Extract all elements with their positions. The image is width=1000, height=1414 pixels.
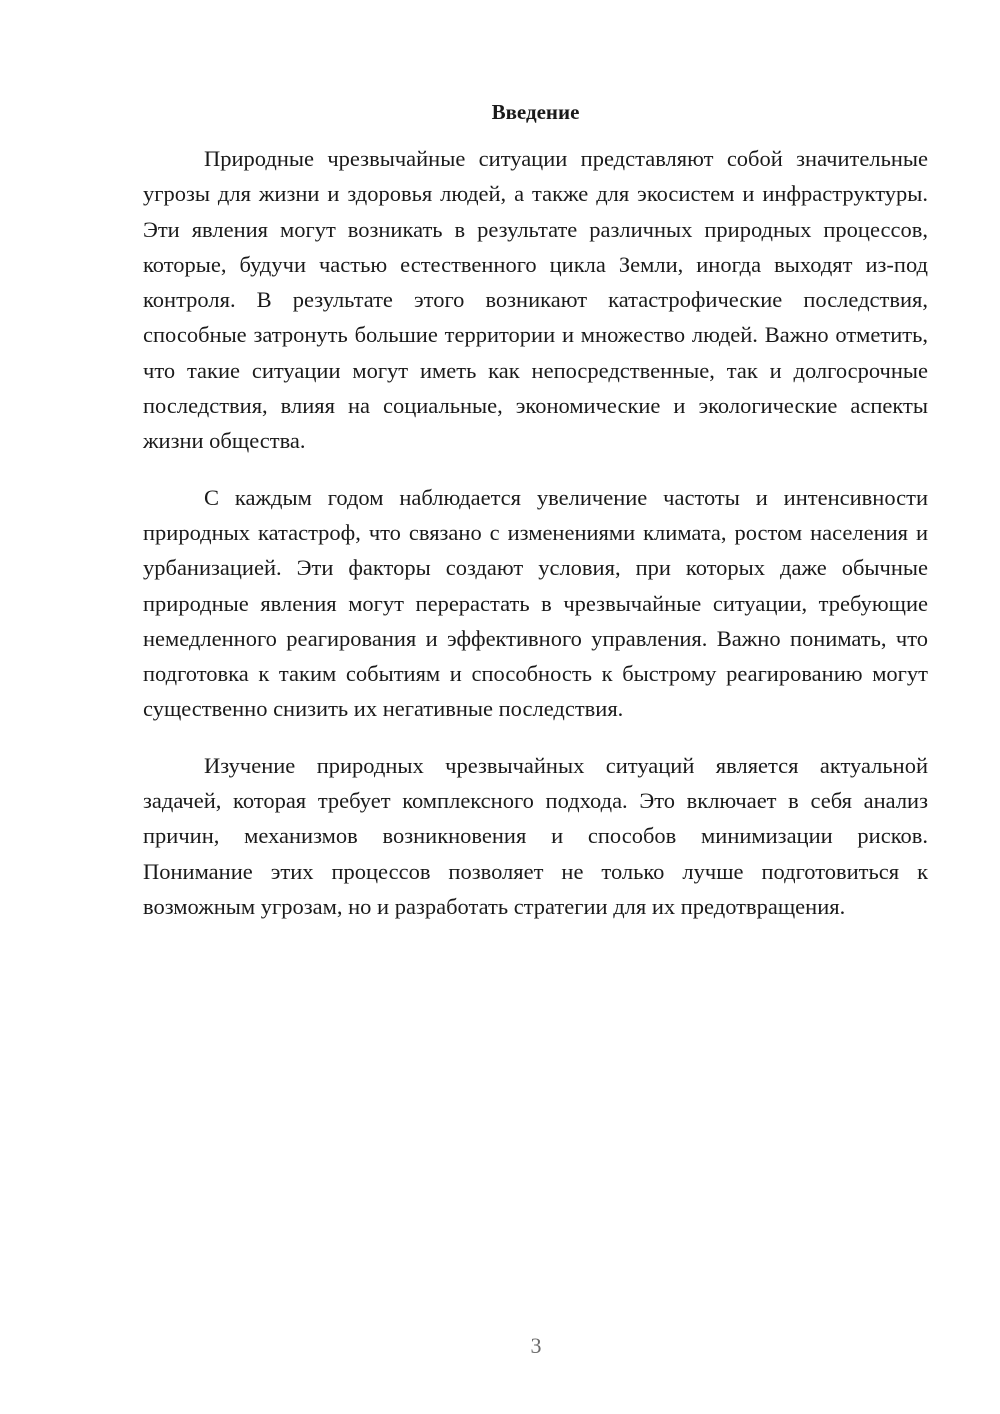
document-body [143, 96, 928, 924]
paragraph-1: Природные чрезвычайные ситуации представляют собой значительные угрозы для жизни и здоровья людей, а также для экосистем и инфраструктуры. Эти явления могут возникать в результате различных природных процессов, которые, будучи частью естественного цикла Земли, иногда выходят из-под контроля. В результате этого возникают катастрофические последствия, способные затронуть большие территории и множество людей. Важно отметить, что такие ситуации могут иметь как непосредственные, так и долгосрочные последствия, влияя на социальные, экономические и экологические аспекты жизни общества. [143, 146, 928, 454]
paragraph-2: С каждым годом наблюдается увеличение частоты и интенсивности природных катастроф, что связано с изменениями климата, ростом населения и урбанизацией. Эти факторы создают условия, при которых даже обычные природные явления могут перерастать в чрезвычайные ситуации, требующие немедленного реагирования и эффективного управления. Важно понимать, что подготовка к таким событиям и способность к быстрому реагированию могут существенно снизить их негативные последствия. [143, 484, 928, 722]
section-heading: Введение [491, 100, 580, 124]
page-number: 3 [530, 1333, 542, 1358]
paragraph-3: Изучение природных чрезвычайных ситуаций является актуальной задачей, которая требует комплексного подхода. Это включает в себя анализ причин, механизмов возникновения и способов минимизации рисков. Понимание этих процессов позволяет не только лучше подготовиться к возможным угрозам, но и разработать стратегии для их предотвращения. [143, 752, 928, 919]
